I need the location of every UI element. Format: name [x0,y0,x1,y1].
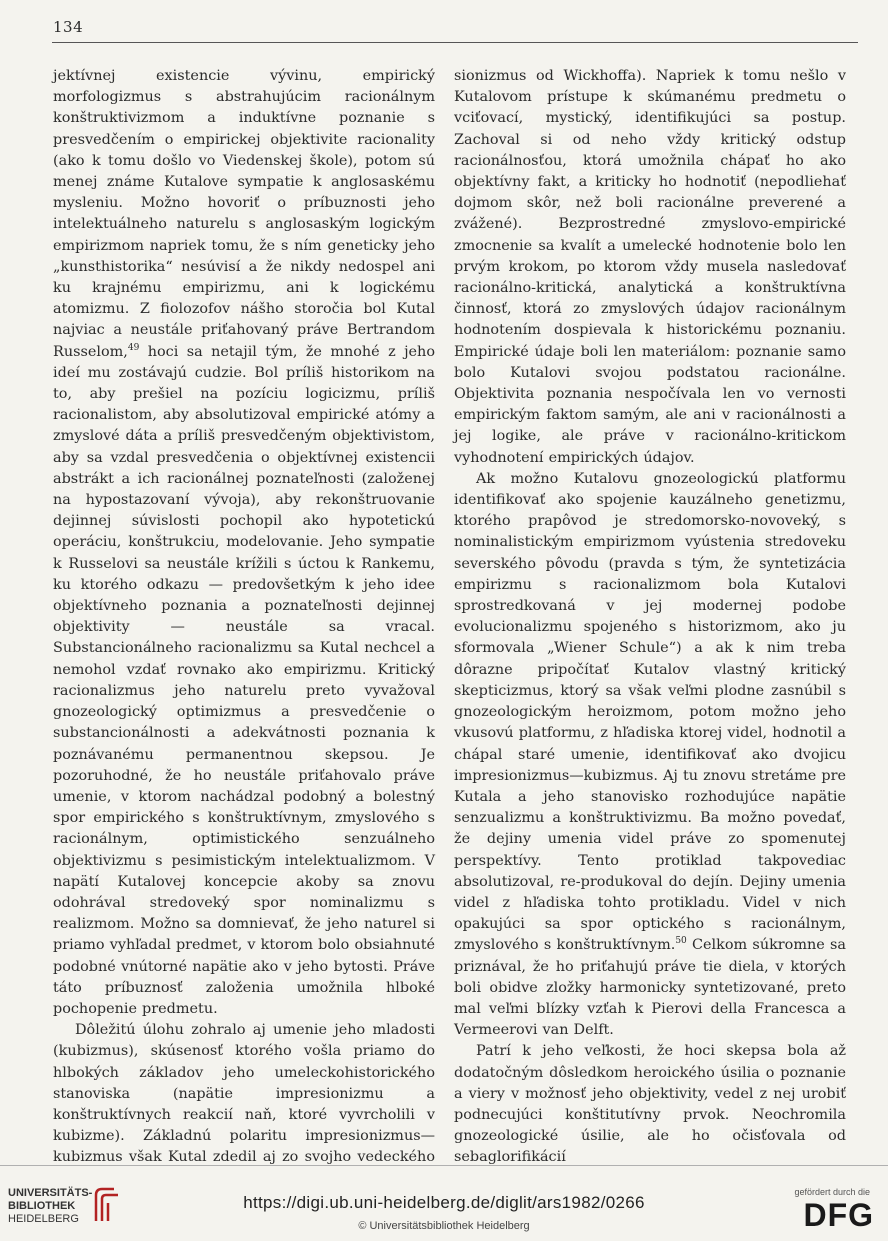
permalink-url[interactable]: https://digi.ub.uni-heidelberg.de/diglit/ars1982/0266 [243,1193,645,1212]
footer-rule [0,1165,888,1166]
left-column [53,66,435,1190]
copyright-notice: © Universitätsbibliothek Heidelberg [358,1220,530,1232]
left-paragraph-2: Dôležitú úlohu zohralo aj umenie jeho mladosti (kubizmus), skúsenosť ktorého vošla priamo do hlbokých základov jeho umeleckohistorického stanoviska (napätie impresionizmu a konštruktívnych reakcií naň, ktoré vyvrcholili v kubizme). Základnú polaritu impresionizmus—kubizmus však Kutal zdedil aj zo svojho vedeckého [53,1022,435,1166]
page-number: 134 [53,18,84,36]
right-paragraph-2: Ak možno Kutalovu gnozeologickú platformu identifikovať ako spojenie kauzálneho genetizmu, ktorého prapôvod je stredomorsko-novoveký, s nominalistickým empirizmom vyústenia stredoveku severského pôvodu (pravda s tým, že syntetizácia empirizmu s racionalizmom bola Kutalovi sprostredkovaná v jej modernej podobe evolucionalizmu spojeného s historizmom, ako ju sformovala „Wiener Schule“) a ak k nim treba dôrazne pripočítať Kutalov vlastný kritický skepticizmus, ktorý sa však veľmi plodne zasnúbil s gnozeologickým heroizmom, potom možno jeho vkusovú platformu, z hľadiska ktorej videl, hodnotil a chápal staré umenie, identifikovať ako dvojicu impresionizmus—kubizmus. Aj tu znovu stretáme pre Kutala a jeho stanovisko rozhodujúce napätie senzualizmu a konštruktivizmu. Ba možno povedať, že dejiny umenia videl práve zo spomenutej perspektívy. Tento protiklad takpovediac absolutizoval, re-produkoval do dejín. Dejiny umenia videl z hľadiska tohto protikladu. Videl v nich opakujúci sa spor optického s racionálnym, zmyslového s konštruktívnym.$^{50}$ Celkom súkromne sa priznával, že ho priťahujú práve tie diela, v ktorých boli obidve zložky harmonicky syntetizované, preto mal veľmi blízky vzťah k Pierovi della Francesca a Vermeerovi van Delft. [454,470,846,1039]
right-paragraph-1: sionizmus od Wickhoffa). Napriek k tomu nešlo v Kutalovom prístupe k skúmanému predmetu o vciťovací, mystický, identifikujúci sa postup. Zachoval si od neho vždy kritický odstup racionálnosťou, ktorá umožnila chápať ho ako objektívny fakt, a kriticky ho hodnotiť (nepodliehať dojmom skôr, než boli racionálne preverené a zvážené). Bezprostredné zmyslovo-empirické zmocnenie sa kvalít a umelecké hodnotenie bolo len prvým krokom, po ktorom vždy musela nasledovať racionálno-kritická, analytická a konštruktívna činnosť, ktorá zo zmyslových údajov racionálnym hodnotením dospievala k historickému poznaniu. Empirické údaje boli len materiálom: poznanie samo bolo Kutalovi svojou podstatou racionálne. Objektivita poznania nespočívala len vo vernosti empirickým faktom samým, ale ani v racionálnosti a jej logike, ale práve v racionálno-kritickom vyhodnotení empirických údajov. [454,68,846,466]
viewer-footer [0,1165,888,1241]
footnote-ref-49[interactable]: 49 [127,342,140,353]
right-column [454,66,846,1169]
dfg-logo[interactable]: DFG [803,1197,874,1233]
right-paragraph-3: Patrí k jeho veľkosti, že hoci skepsa bola až dodatočným dôsledkom heroického úsilia o poznanie a viery v možnosť jeho objektivity, vedel z nej urobiť podnecujúci konštitutívny prvok. Neochromila gnozeologické úsilie, ale ho očisťovala od sebaglorifikácií [454,1043,846,1166]
library-logo[interactable]: UNIVERSITÄTS- BIBLIOTHEK HEIDELBERG [8,1187,93,1225]
left-paragraph-1: jektívnej existencie vývinu, empirický morfologizmus s abstrahujúcim racionálnym konštruktivizmom a induktívne poznanie s presvedčením o empirickej objektivite racionality (ako k tomu došlo vo Viedenskej škole), potom sú menej známe Kutalove sympatie k anglosaskému mysleniu. Možno hovoriť o príbuznosti jeho intelektuálneho naturelu s anglosaským logickým empirizmom napriek tomu, že s ním geneticky jeho „kunsthistorika“ nesúvisí a že nikdy nedospel ani ku krajnému empirizmu, ani k logickému atomizmu. Z fiolozofov nášho storočia bol Kutal najviac a neustále priťahovaný práve Bertrandom Russelom,$^{49}$ hoci sa netajil tým, že mnohé z jeho ideí mu zostávajú cudzie. Bol príliš historikom na to, aby prešiel na pozíciu logicizmu, príliš racionalistom, aby absolutizoval empirické atómy a zmyslové dáta a príliš presvedčeným objektivistom, aby sa vzdal presvedčenia o objektívnej existencii abstrákt a ich racionálnej poznateľnosti (založenej na hypostazovaní vývoja), aby rekonštruovanie dejinnej súvislosti pochopil ako hypotetickú operáciu, konštrukciu, modelovanie. Jeho sympatie k Russelovi sa neustále krížili s úctou k Rankemu, ku ktorého odkazu — predovšetkým k jeho idee objektívneho poznania a poznateľnosti dejinnej objektivity — neustále sa vracal. Substancionálneho racionalizmu sa Kutal nechcel a nemohol vzdať rovnako ako empirizmu. Kritický racionalizmus jeho naturelu preto vyvažoval gnozeologický optimizmus a presvedčenie o substancionálnosti a adekvátnosti poznania k poznávanému permanentnou skepsou. Je pozoruhodné, že ho neustále priťahovalo práve umenie, v ktorom nachádzal podobný a bolestný spor empirického s konštruktívnym, zmyslového s racionálnym, optimistického senzuálneho objektivizmu s pesimistickým intelektualizmom. V napätí Kutalovej koncepcie akoby sa znovu odohrával stredoveký spor nominalizmu s realizmom. Možno sa domnievať, že jeho naturel si priamo vyhľadal predmet, v ktorom bolo obsiahnuté podobné vnútorné napätie ako v jeho bytosti. Práve táto príbuznosť založenia umožnila hlboké pochopenie predmetu. [53,68,435,1017]
header-rule [52,42,858,43]
footnote-ref-50[interactable]: 50 [675,936,687,947]
funded-by-label: gefördert durch die [794,1187,870,1197]
